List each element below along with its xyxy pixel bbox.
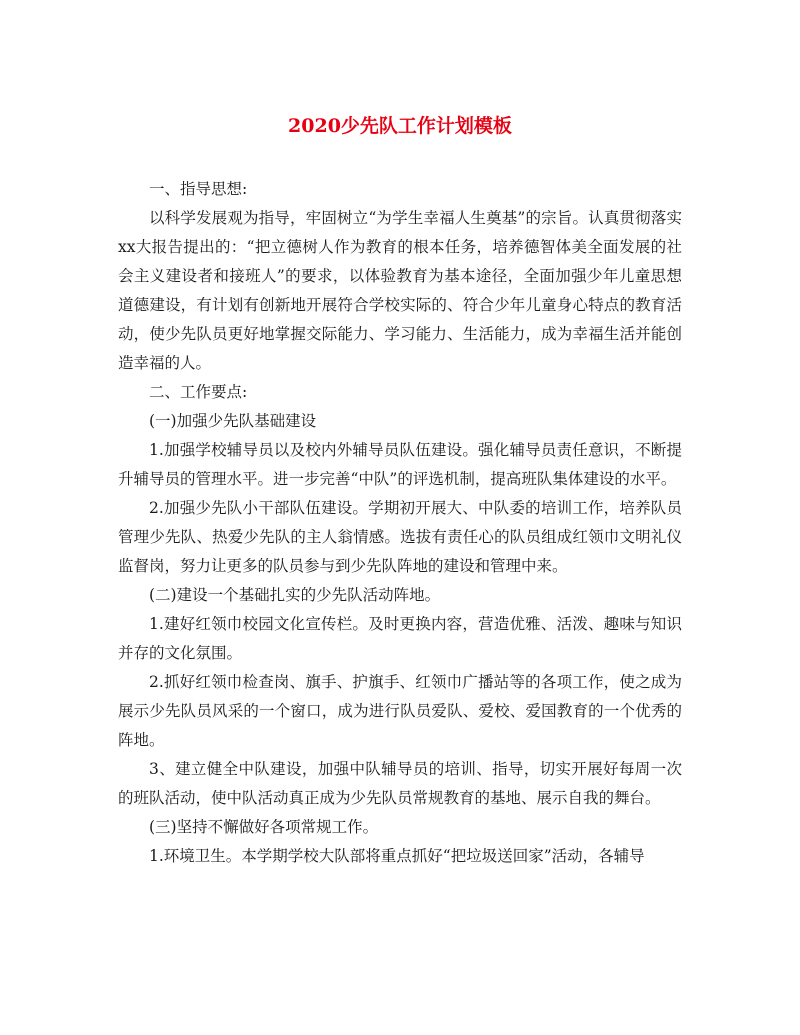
document-body: [118, 175, 682, 871]
body-paragraph: 1.建好红领巾校园文化宣传栏。及时更换内容，营造优雅、活泼、趣味与知识并存的文化氛围。: [118, 615, 682, 662]
document-title: 2020少先队工作计划模板: [288, 115, 512, 137]
body-paragraph: 2.加强少先队小干部队伍建设。学期初开展大、中队委的培训工作，培养队员管理少先队、热爱少先队的主人翁情感。选拔有责任心的队员组成红领巾文明礼仪监督岗，努力让更多的队员参与到少先队阵地的建设和管理中来。: [118, 499, 682, 575]
section-heading: 一、指导思想:: [149, 180, 248, 198]
subsection-heading: (三)坚持不懈做好各项常规工作。: [149, 818, 379, 836]
body-paragraph: 2.抓好红领巾检查岗、旗手、护旗手、红领巾广播站等的各项工作，使之成为展示少先队员风采的一个窗口，成为进行队员爱队、爱校、爱国教育的一个优秀的阵地。: [118, 673, 682, 749]
body-paragraph: 以科学发展观为指导，牢固树立“为学生幸福人生奠基”的宗旨。认真贯彻落实xx大报告提出的：“把立德树人作为教育的根本任务，培养德智体美全面发展的社会主义建设者和接班人”的要求，以体验教育为基本途径，全面加强少年儿童思想道德建设，有计划有创新地开展符合学校实际的、符合少年儿童身心特点的教育活动，使少先队员更好地掌握交际能力、学习能力、生活能力，成为幸福生活并能创造幸福的人。: [118, 209, 682, 372]
section-heading: 二、工作要点:: [149, 383, 248, 401]
body-paragraph: 1.环境卫生。本学期学校大队部将重点抓好“把垃圾送回家”活动，各辅导: [149, 847, 645, 865]
body-paragraph: 3、建立健全中队建设，加强中队辅导员的培训、指导，切实开展好每周一次的班队活动，使中队活动真正成为少先队员常规教育的基地、展示自我的舞台。: [118, 760, 682, 807]
subsection-heading: (二)建设一个基础扎实的少先队活动阵地。: [149, 586, 441, 604]
subsection-heading: (一)加强少先队基础建设: [149, 412, 317, 430]
body-paragraph: 1.加强学校辅导员以及校内外辅导员队伍建设。强化辅导员责任意识，不断提升辅导员的管理水平。进一步完善“中队”的评选机制，提高班队集体建设的水平。: [118, 441, 682, 488]
